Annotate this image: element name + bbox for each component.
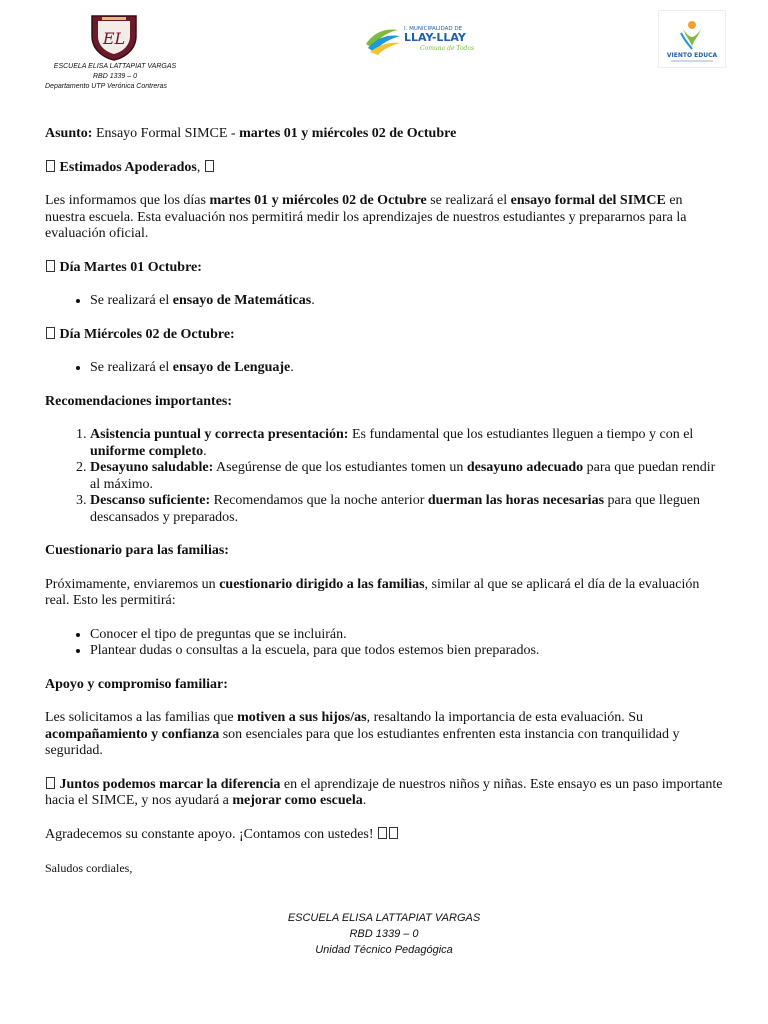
- together-text-2: .: [362, 793, 367, 808]
- subject-line: [45, 126, 725, 143]
- day2-heading-text: Día Miércoles 02 de Octubre:: [59, 326, 235, 342]
- muni-slogan-text: Comuna de Todos: [420, 45, 475, 52]
- support-heading-text: Apoyo y compromiso familiar:: [45, 676, 228, 692]
- day2-item-text: Se realizará el: [90, 360, 173, 375]
- rec-text: Recomendamos que la noche anterior: [210, 493, 428, 508]
- recommendations-heading: [45, 394, 725, 411]
- closing: Saludos cordiales,: [45, 861, 133, 875]
- questionnaire-paragraph: [45, 577, 725, 610]
- intro-paragraph: [45, 193, 725, 243]
- support-bold-1: motiven a sus hijos/as: [237, 710, 367, 725]
- day1-list: [45, 293, 725, 310]
- questionnaire-list: [45, 627, 725, 660]
- day2-list: [45, 360, 725, 377]
- svg-text:EL: EL: [102, 29, 126, 48]
- list-item: [90, 493, 725, 526]
- together-bold-1: Juntos podemos marcar la diferencia: [59, 776, 281, 792]
- emoji-placeholder-icon: [46, 777, 55, 789]
- muni-name-text: LLAY-LLAY: [404, 31, 466, 44]
- emoji-placeholder-icon: [378, 827, 387, 839]
- rec-end: para que lleguen descansados y preparados.: [90, 493, 701, 525]
- rec-bold: Asistencia puntual y correcta presentación:: [90, 427, 349, 442]
- support-text-2: , resaltando la importancia de esta evaluación. Su: [366, 710, 643, 725]
- day2-item-bold: ensayo de Lenguaje: [172, 360, 291, 375]
- signature-block: [0, 910, 768, 958]
- day1-heading: [45, 260, 725, 277]
- rec-text: Es fundamental que los estudiantes lleguen a tiempo y con el: [348, 427, 694, 442]
- support-text-3: son esenciales para que los estudiantes enfrenten esta instancia con tranquilidad y seguridad.: [45, 726, 680, 758]
- rec-end: para que puedan rendir al máximo.: [90, 460, 716, 492]
- intro-bold-essay: ensayo formal del SIMCE: [510, 193, 666, 208]
- rec-text: Asegúrense de que los estudiantes tomen un: [213, 460, 467, 475]
- rec-bold2: desayuno adecuado: [466, 460, 584, 475]
- recommendations-heading-text: Recomendaciones importantes:: [45, 393, 233, 409]
- footer-school-name: ESCUELA ELISA LATTAPIAT VARGAS: [287, 912, 481, 924]
- support-bold-2: acompañamiento y confianza: [45, 726, 220, 742]
- day1-item-end: .: [311, 293, 315, 308]
- thanks-paragraph: [45, 827, 725, 844]
- together-bold-2: mejorar como escuela: [232, 793, 363, 808]
- school-crest-logo: [88, 12, 140, 62]
- letterhead: [0, 0, 768, 110]
- day1-item-text: Se realizará el: [90, 293, 173, 308]
- list-item: [90, 460, 725, 493]
- list-item: [90, 360, 725, 377]
- department-name: Departamento UTP Verónica Contreras: [45, 83, 168, 90]
- school-name: ESCUELA ELISA LATTAPIAT VARGAS: [53, 63, 177, 70]
- thanks-text: Agradecemos su constante apoyo. ¡Contamos con ustedes!: [45, 826, 378, 842]
- list-item: [90, 427, 725, 460]
- rec-bold: Desayuno saludable:: [90, 460, 214, 475]
- intro-text-3: en nuestra escuela. Esta evaluación nos permitirá medir los aprendizajes de nuestros estudiantes y prepararnos para la evaluación oficial.: [45, 193, 687, 241]
- greeting: [45, 160, 725, 177]
- day1-item-bold: ensayo de Matemáticas: [172, 293, 312, 308]
- list-item: • Plantear dudas o consultas a la escuela, para que todos estemos bien preparados.: [90, 643, 725, 660]
- footer-rbd: RBD 1339 – 0: [349, 928, 419, 940]
- subject-dates: martes 01 y miércoles 02 de Octubre: [239, 126, 457, 141]
- emoji-placeholder-icon: [46, 160, 55, 172]
- viento-name-text: VIENTO EDUCA: [666, 52, 718, 59]
- questionnaire-bold: cuestionario dirigido a las familias: [219, 576, 425, 592]
- day1-heading-text: Día Martes 01 Octubre:: [59, 259, 202, 275]
- municipality-logo: [364, 22, 475, 56]
- intro-text-1: Les informamos que los días: [45, 193, 210, 208]
- rec-bold: Descanso suficiente:: [90, 493, 211, 508]
- questionnaire-heading-text: Cuestionario para las familias:: [45, 543, 229, 558]
- together-paragraph: [45, 777, 725, 810]
- intro-bold-dates: martes 01 y miércoles 02 de Octubre: [209, 193, 427, 208]
- day2-item-end: .: [290, 360, 294, 375]
- list-item: [90, 293, 725, 310]
- footer-unit: Unidad Técnico Pedagógica: [315, 944, 453, 956]
- subject-text: Ensayo Formal SIMCE -: [92, 126, 240, 141]
- emoji-placeholder-icon: [205, 160, 214, 172]
- calendar-emoji-icon: [46, 260, 55, 272]
- school-rbd: RBD 1339 – 0: [93, 73, 137, 80]
- support-text-1: Les solicitamos a las familias que: [45, 710, 238, 725]
- rec-bold2: duerman las horas necesarias: [427, 493, 605, 508]
- subject-label: Asunto:: [45, 126, 93, 141]
- support-heading: [45, 677, 725, 694]
- recommendations-list: [45, 427, 725, 526]
- school-info: [30, 62, 200, 92]
- letter-body: [45, 126, 725, 894]
- day2-heading: [45, 327, 725, 344]
- rec-end: .: [203, 443, 207, 459]
- together-text-1: en el aprendizaje de nuestros niños y niñas. Este ensayo es un paso importante hacia el SIMCE, y nos ayudará a: [45, 776, 723, 808]
- rec-bold2: uniforme completo: [90, 443, 204, 459]
- questionnaire-heading: [45, 543, 725, 560]
- questionnaire-text-1: Próximamente, enviaremos un: [45, 576, 220, 592]
- list-item: • Conocer el tipo de preguntas que se incluirán.: [90, 627, 725, 644]
- viento-educa-logo: [658, 10, 726, 68]
- muni-small-text: I. MUNICIPALIDAD DE: [404, 26, 463, 32]
- emoji-placeholder-icon: [389, 827, 398, 839]
- support-paragraph: [45, 710, 725, 760]
- greeting-comma: ,: [196, 159, 201, 175]
- greeting-text: Estimados Apoderados: [59, 159, 197, 175]
- intro-text-2: se realizará el: [426, 193, 511, 208]
- questionnaire-text-2: , similar al que se aplicará el día de la evaluación real. Esto les permitirá:: [45, 576, 700, 608]
- calendar-emoji-icon: [46, 327, 55, 339]
